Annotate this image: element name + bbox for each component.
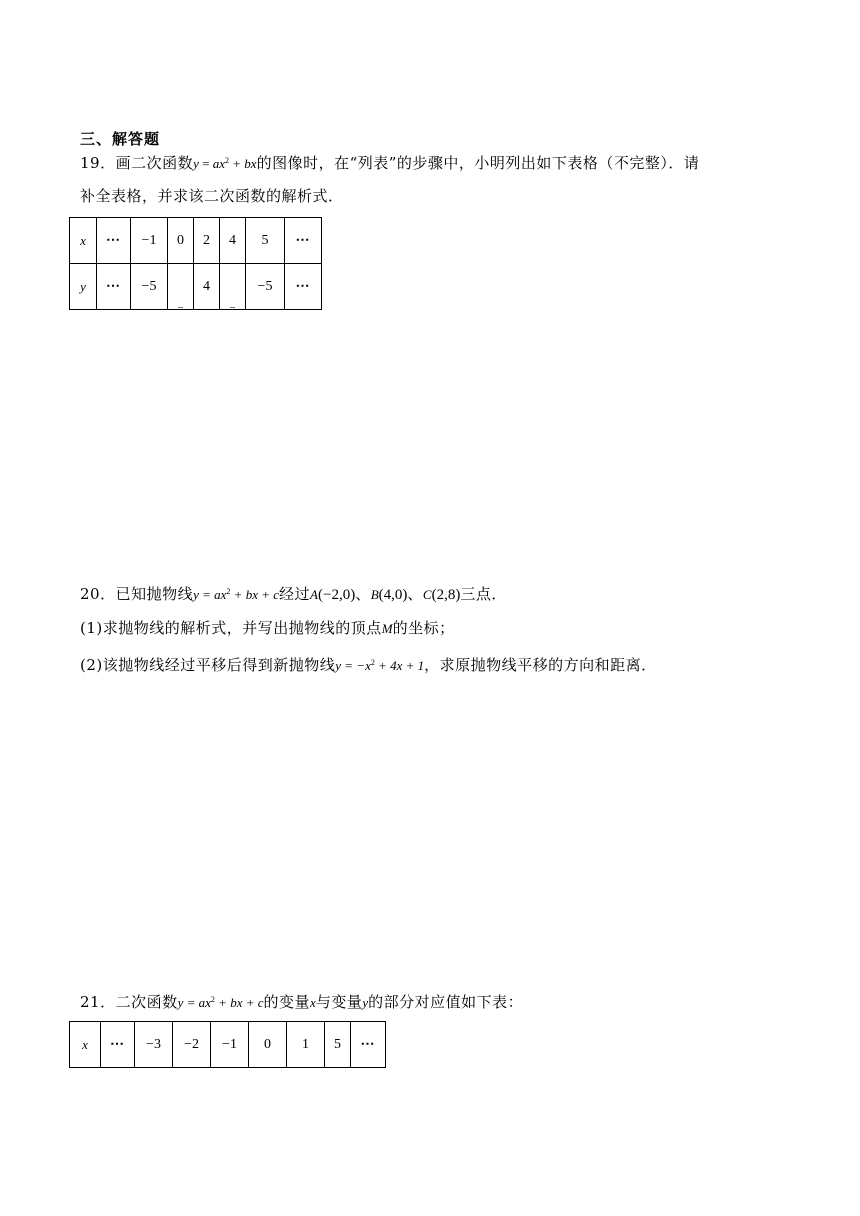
q20-text-1: 已知抛物线 <box>115 585 194 603</box>
table-cell: −1 <box>211 1022 249 1068</box>
vertex-m: M <box>381 621 393 636</box>
table-cell: 2 <box>194 218 220 264</box>
table-cell: −1 <box>131 218 168 264</box>
table-cell: ⋯ <box>101 1022 135 1068</box>
table-row-x <box>70 218 322 264</box>
table-cell: ⋯ <box>285 264 322 310</box>
table-cell: −2 <box>173 1022 211 1068</box>
table-cell: 4 <box>220 218 246 264</box>
q20-function: $y = ax^2$ + bx + c <box>193 587 280 602</box>
table-cell: 0 <box>249 1022 287 1068</box>
table-cell: −5 <box>131 264 168 310</box>
q21-table <box>69 1021 386 1068</box>
table-cell: 5 <box>246 218 285 264</box>
q20-text-3: 三点． <box>460 585 507 603</box>
table-cell: −5 <box>246 264 285 310</box>
table-cell: ⋯ <box>97 218 131 264</box>
q20-sub1: (1)求抛物线的解析式，并写出抛物线的顶点M的坐标； <box>80 619 455 637</box>
section-title: 三、解答题 <box>80 130 161 148</box>
table-cell: y <box>70 264 97 310</box>
q20-line1 <box>80 581 507 606</box>
q20-sub2: (2)该抛物线经过平移后得到新抛物线$y = -x^2 + 4x + 1$，求原抛物线平移的方向和距离． <box>80 656 657 674</box>
q20-number: 20． <box>80 585 116 603</box>
table-cell: −3 <box>135 1022 173 1068</box>
table-cell: ⋯ <box>351 1022 386 1068</box>
table-cell: ⋯ <box>285 218 322 264</box>
q19-line1 <box>80 150 699 175</box>
table-cell: 0 <box>168 218 194 264</box>
point-a: A(−2,0) <box>310 587 356 603</box>
var-y: y <box>362 995 369 1010</box>
q19-text-2: 的图像时，在“列表”的步骤中，小明列出如下表格（不完整）．请 <box>256 154 700 172</box>
q21-function: $y = ax^2$ + bx + c <box>177 995 264 1010</box>
q21-number: 21． <box>80 993 116 1011</box>
q19-function: $y = ax^2$ + bx <box>193 156 257 171</box>
q19-table <box>69 217 322 310</box>
var-x: x <box>310 995 316 1010</box>
table-cell: x <box>70 1022 101 1068</box>
table-cell: x <box>70 218 97 264</box>
point-b: B(4,0) <box>370 587 408 603</box>
q19-line2: 补全表格，并求该二次函数的解析式． <box>80 187 344 205</box>
q20-new-function: $y = -x^2 + 4x + 1$ <box>335 658 425 673</box>
q19-number: 19． <box>80 154 116 172</box>
blank-cell: _ <box>220 264 246 310</box>
point-c: C(2,8) <box>422 587 461 603</box>
table-cell: 5 <box>325 1022 351 1068</box>
q20-text-2: 经过 <box>279 585 311 603</box>
table-cell: ⋯ <box>97 264 131 310</box>
table-cell: 1 <box>287 1022 325 1068</box>
q19-text-1: 画二次函数 <box>115 154 194 172</box>
separator: 、 <box>355 585 371 603</box>
table-cell: 4 <box>194 264 220 310</box>
blank-cell: _ <box>168 264 194 310</box>
separator: 、 <box>407 585 423 603</box>
q21-line1: 21．二次函数$y = ax^2$ + bx + c的变量x与变量y的部分对应值如下表： <box>80 993 524 1011</box>
table-row-x <box>70 1022 386 1068</box>
table-row-y <box>70 264 322 310</box>
